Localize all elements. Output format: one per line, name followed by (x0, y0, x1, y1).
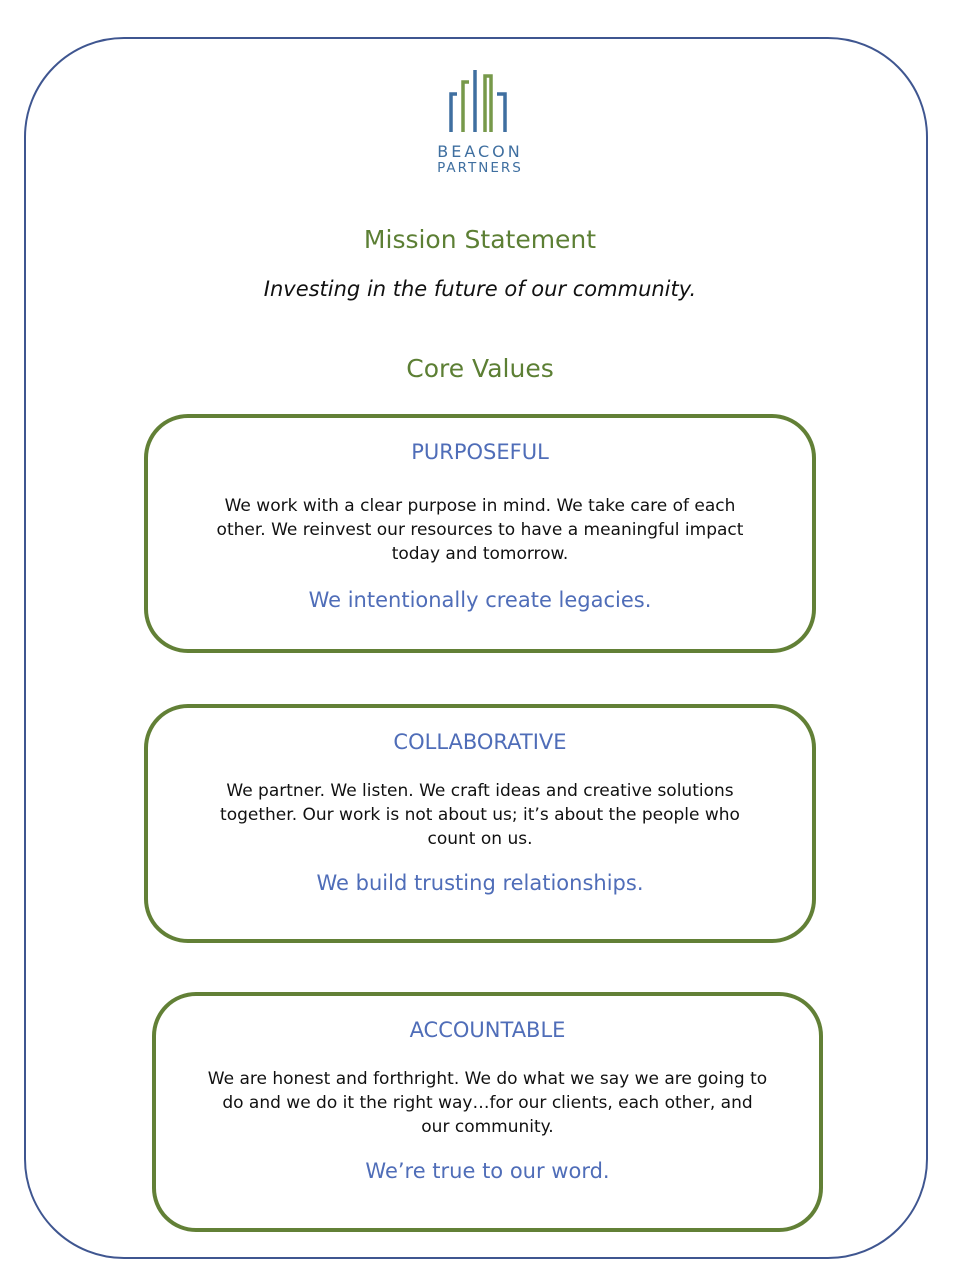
value-card-accountable (152, 992, 823, 1232)
building-bars-icon (447, 66, 513, 132)
value-description: We are honest and forthright. We do what we say we are going to do and we do it the right way…for our clients, each other, and our community. (207, 1069, 768, 1137)
value-description: We partner. We listen. We craft ideas and creative solutions together. Our work is not about us; it’s about the people who count on us. (220, 781, 740, 849)
company-logo (0, 66, 960, 176)
value-card-collaborative (144, 704, 816, 943)
value-description: We work with a clear purpose in mind. We take care of each other. We reinvest our resources to have a meaningful impact today and tomorrow. (216, 496, 744, 564)
value-card-purposeful (144, 414, 816, 653)
value-tagline: We intentionally create legacies. (308, 588, 652, 612)
mission-text: Investing in the future of our community. (263, 277, 697, 301)
logo-text-beacon: BEACON (437, 142, 523, 161)
value-tagline: We’re true to our word. (365, 1159, 610, 1183)
core-values-heading: Core Values (406, 354, 554, 383)
value-tagline: We build trusting relationships. (316, 871, 644, 895)
value-title: ACCOUNTABLE (409, 1018, 566, 1042)
logo-text-partners: PARTNERS (437, 160, 523, 176)
mission-heading: Mission Statement (363, 225, 597, 254)
value-title: COLLABORATIVE (393, 730, 567, 754)
value-title: PURPOSEFUL (411, 440, 549, 464)
